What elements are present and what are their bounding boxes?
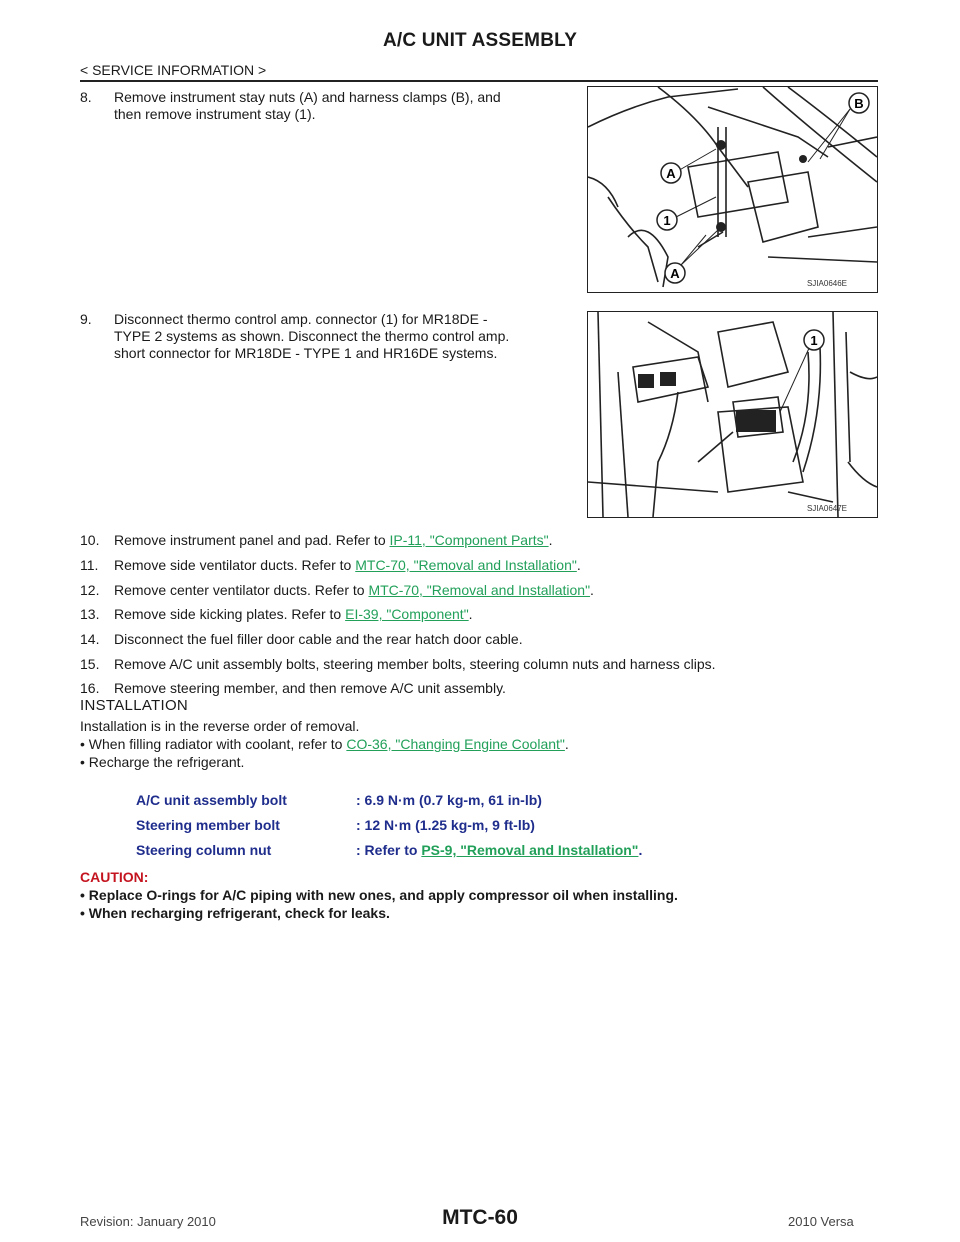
spec-value — [356, 842, 642, 858]
step-text: Remove center ventilator ducts. Refer to — [114, 582, 369, 598]
section-header: < SERVICE INFORMATION > — [80, 62, 267, 78]
step-10 — [80, 532, 552, 549]
figure-code: SJIA0646E — [806, 279, 847, 288]
step-number: 9. — [80, 311, 92, 327]
installation-intro: Installation is in the reverse order of removal. — [80, 718, 360, 734]
step-number: 12. — [80, 582, 100, 598]
punct: . — [638, 842, 643, 858]
step-number: 14. — [80, 631, 100, 647]
step-text: Remove steering member, and then remove A/C unit assembly. — [114, 680, 506, 696]
spec-row — [0, 842, 960, 862]
figure-instrument-stay — [587, 86, 878, 293]
punct: . — [468, 606, 473, 622]
step-13 — [80, 606, 473, 623]
callout-a-lower: A — [670, 266, 680, 281]
punct: . — [548, 532, 553, 548]
spec-value-text: : Refer to — [356, 842, 422, 858]
step-9 — [80, 311, 577, 362]
footer-revision: Revision: January 2010 — [80, 1214, 216, 1229]
step-text: Remove side ventilator ducts. Refer to — [114, 557, 356, 573]
figure-illustration — [588, 87, 877, 292]
footer-model: 2010 Versa — [788, 1214, 854, 1229]
figure-illustration — [588, 312, 877, 517]
installation-heading: INSTALLATION — [80, 697, 189, 714]
callout-1: 1 — [663, 213, 671, 228]
caution-item: • When recharging refrigerant, check for leaks. — [80, 905, 390, 921]
link-mtc-70-center[interactable]: MTC-70, "Removal and Installation" — [368, 582, 591, 598]
header-rule — [80, 80, 878, 82]
step-number: 8. — [80, 89, 92, 105]
callout-a-upper: A — [666, 166, 676, 181]
step-15 — [80, 656, 716, 673]
spec-row — [0, 792, 960, 812]
link-ps-9[interactable]: PS-9, "Removal and Installation" — [421, 842, 639, 858]
link-ip-11[interactable]: IP-11, "Component Parts" — [389, 532, 549, 548]
spec-row — [0, 817, 960, 837]
link-co-36[interactable]: CO-36, "Changing Engine Coolant" — [346, 736, 565, 752]
figure-code: SJIA0647E — [806, 504, 847, 513]
punct: . — [590, 582, 594, 598]
step-text: Remove A/C unit assembly bolts, steering member bolts, steering column nuts and harness clips. — [114, 656, 716, 672]
figure-thermo-connector — [587, 311, 878, 518]
spec-label: Steering member bolt — [136, 817, 280, 833]
step-text: Remove instrument stay nuts (A) and harness clamps (B), and — [114, 89, 501, 105]
step-number: 15. — [80, 656, 100, 672]
footer-page-number: MTC-60 — [442, 1206, 518, 1229]
step-12 — [80, 582, 594, 599]
bullet-text: • When filling radiator with coolant, refer to — [80, 736, 347, 752]
page-title: A/C UNIT ASSEMBLY — [382, 30, 578, 51]
punct: . — [564, 736, 569, 752]
spec-value: : 12 N·m (1.25 kg-m, 9 ft-lb) — [356, 817, 535, 833]
caution-item: • Replace O-rings for A/C piping with new ones, and apply compressor oil when installing. — [80, 887, 678, 903]
installation-bullet-coolant — [80, 736, 569, 753]
step-text-cont: then remove instrument stay (1). — [114, 106, 316, 122]
spec-value: : 6.9 N·m (0.7 kg-m, 61 in-lb) — [356, 792, 542, 808]
step-text-cont: short connector for MR18DE - TYPE 1 and HR16DE systems. — [114, 345, 498, 361]
step-number: 16. — [80, 680, 100, 696]
step-14 — [80, 631, 523, 648]
callout-1: 1 — [810, 333, 818, 348]
step-16 — [80, 680, 506, 697]
callout-b: B — [854, 96, 864, 111]
step-8 — [80, 89, 577, 123]
step-text: Disconnect thermo control amp. connector (1) for MR18DE - — [114, 311, 488, 327]
spec-label: Steering column nut — [136, 842, 272, 858]
installation-bullet-refrigerant: • Recharge the refrigerant. — [80, 754, 245, 770]
step-text: Disconnect the fuel filler door cable and the rear hatch door cable. — [114, 631, 523, 647]
step-number: 13. — [80, 606, 100, 622]
step-11 — [80, 557, 581, 574]
spec-label: A/C unit assembly bolt — [136, 792, 287, 808]
step-number: 11. — [80, 557, 99, 573]
punct: . — [576, 557, 581, 573]
caution-title: CAUTION: — [80, 869, 149, 885]
step-text: Remove instrument panel and pad. Refer to — [114, 532, 390, 548]
step-number: 10. — [80, 532, 100, 548]
link-mtc-70[interactable]: MTC-70, "Removal and Installation" — [355, 557, 577, 573]
step-text: Remove side kicking plates. Refer to — [114, 606, 346, 622]
link-ei-39[interactable]: EI-39, "Component" — [345, 606, 469, 622]
step-text-cont: TYPE 2 systems as shown. Disconnect the thermo control amp. — [114, 328, 510, 344]
